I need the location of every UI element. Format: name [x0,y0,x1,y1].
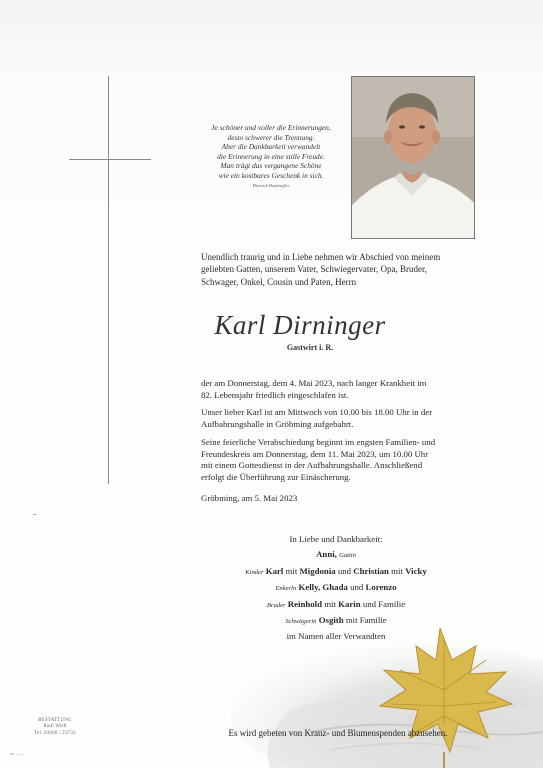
connector-text: mit [391,565,403,576]
sister-in-law-name: Osgith [318,615,344,626]
relatives-line: im Namen aller Verwandten [286,631,386,642]
quote-line: Aber die Dankbarkeit verwandelt [221,142,321,152]
relation-label: Schwägerin [285,618,317,626]
paragraph-line: 82. Lebensjahr friedlich eingeschlafen ist. [201,389,349,400]
connector-text: mit Familie [345,615,387,626]
portrait-photo [351,76,475,239]
undertaker-line: Tel. 03686 / 23732 [34,730,76,736]
print-mark: ▪▪▪ —— [10,752,23,756]
quote-line: desto schwerer die Trennung. [227,132,315,142]
paragraph-line: Seine feierliche Verabschiedung beginnt im engsten Familien- und [201,437,436,447]
partner-name: Vicky [405,565,427,576]
mourner-row-grandchildren [200,580,472,596]
quote-line: die Erinnerung in eine stille Freude. [217,151,325,161]
memorial-quote [196,123,346,189]
viewing-paragraph [201,407,505,430]
portrait-illustration [352,77,474,238]
undertaker-line: Rudi Weiß [43,724,67,730]
paragraph-line: erfolgt die Überführung zur Einäscherung. [201,471,351,482]
relation-label: Enkerln [275,585,297,593]
child-name: Karl [265,565,284,576]
scan-mark [33,514,36,515]
place-and-date: Gröbming, am 5. Mai 2023 [201,493,298,503]
relation-label: Kinder [245,568,264,576]
partner-name: Karin [338,598,361,609]
deceased-title: Gastwirt i. R. [286,343,334,352]
paragraph-line: Freundeskreis am Donnerstag, dem 11. Mai 2023, um 10.00 Uhr [201,448,429,459]
grandchild-name: Lorenzo [365,582,397,593]
paragraph-line: mit einem Gottesdienst in der Aufbahrungshalle. Anschließend [201,460,423,471]
connector-text: und Familie [362,598,406,609]
no-flowers-request: Es wird gebeten von Kranz- und Blumenspenden abzusehen. [228,728,448,738]
intro-line: Unendlich traurig und in Liebe nehmen wir Abschied von meinem [201,252,441,262]
wife-name: Anni, [316,549,337,560]
paragraph-line: Aufbahrungshalle in Gröbming aufgebahrt. [201,418,354,429]
death-notice-paragraph [201,378,505,401]
mourners-heading: In Liebe und Dankbarkeit: [289,534,383,544]
deceased-name: Karl Dirninger [214,310,386,340]
partner-name: Migdonia [299,565,336,576]
brother-name: Reinhold [287,598,322,609]
farewell-paragraph [201,437,505,483]
mourner-row-brother [200,597,472,613]
mourner-row-sister-in-law [200,613,472,629]
connector-text: mit [285,565,298,576]
quote-author: Dietrich Bonhoeffer [252,182,290,188]
mourner-row-children [200,564,472,580]
relation-label: Bruder [266,601,286,609]
connector-text: mit [324,598,336,609]
cross-horizontal-bar [69,159,151,160]
relation-label: Gattin [339,552,356,560]
quote-line: wie ein kostbares Geschenk in sich. [218,170,324,180]
intro-line: Schwager, Onkel, Cousin und Paten, Herrn [201,276,357,287]
child-name: Christian [353,565,389,576]
paragraph-line: Unser lieber Karl ist am Mittwoch von 10.00 bis 18.00 Uhr in der [201,407,433,417]
quote-line: Je schöner und voller die Erinnerungen, [211,123,331,132]
quote-line: Man trägt das vergangene Schöne [220,161,322,171]
undertaker-line: BESTATTUNG [38,718,72,723]
undertaker-stamp [20,718,90,737]
mourners-list [200,532,472,645]
paragraph-line: der am Donnerstag, dem 4. Mai 2023, nach langer Krankheit im [201,378,427,388]
cross-vertical-bar [108,76,109,484]
connector-text: und [350,582,364,593]
intro-line: geliebten Gatten, unserem Vater, Schwiegervater, Opa, Bruder, [201,264,427,275]
connector-text: und [337,565,352,576]
grandchildren-names: Kelly, Ghada [298,582,348,593]
mourner-row-wife [200,547,472,563]
intro-text [201,251,505,288]
